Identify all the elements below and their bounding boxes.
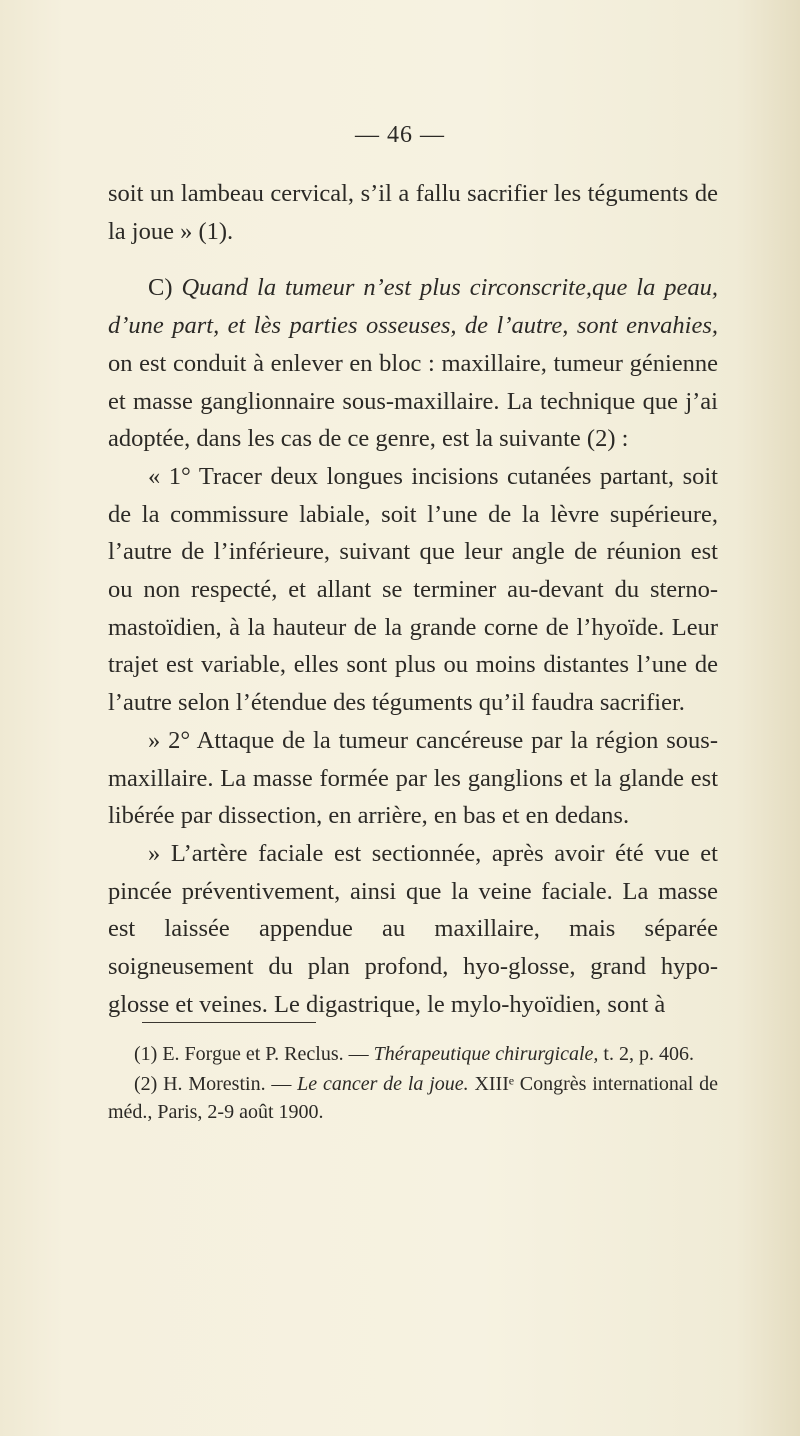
footnote-divider [142, 1022, 316, 1023]
paragraph-5: » L’artère faciale est sectionnée, après avoir été vue et pincée préventivement, ainsi que la veine faciale. La masse est laissée appendue au maxillaire, mais séparée soigneusement du plan profond, hyo-glosse, grand hypoglosse et veines. Le digastrique, le mylo-hyoïdien, sont à [108, 839, 718, 1018]
section-label: C) [148, 274, 182, 302]
footnotes [108, 1040, 718, 1128]
footnote-1: (1) E. Forgue et P. Reclus. — Thérapeutique chirurgicale, t. 2, p. 406. [134, 1043, 694, 1065]
paragraph-1: soit un lambeau cervical, s’il a fallu sacrifier les téguments de la joue » (1). [108, 180, 718, 245]
paragraph-2 [108, 269, 718, 458]
section-heading-italic: Quand la tumeur n’est plus circonscrite,que la peau, d’une part, et lès parties osseuses, de l’autre, sont envahies, [108, 274, 719, 340]
body-text [108, 175, 718, 1023]
paragraph-4: » 2° Attaque de la tumeur cancéreuse par la région sous-maxillaire. La masse formée par les ganglions et la glande est libérée par dissection, en arrière, en bas et en dedans. [108, 726, 718, 830]
paragraph-3: « 1° Tracer deux longues incisions cutanées partant, soit de la commissure labiale, soit l’une de la lèvre supérieure, l’autre de l’inférieure, suivant que leur angle de réunion est ou non respecté, et allant se terminer au-devant du sterno-mastoïdien, à la hauteur de la grande corne de l’hyoïde. Leur trajet est variable, elles sont plus ou moins distantes l’une de l’autre selon l’étendue des téguments qu’il faudra sacrifier. [108, 462, 718, 717]
footnote-2: (2) H. Morestin. — Le cancer de la joue. XIIIᵉ Congrès international de méd., Paris, 2-9 août 1900. [108, 1073, 718, 1123]
paragraph-2-rest: on est conduit à enlever en bloc : maxillaire, tumeur génienne et masse ganglionnaire sous-maxillaire. La technique que j’ai adoptée, dans les cas de ce genre, est la suivante (2) : [108, 349, 718, 453]
page-number: — 46 — [355, 122, 445, 148]
